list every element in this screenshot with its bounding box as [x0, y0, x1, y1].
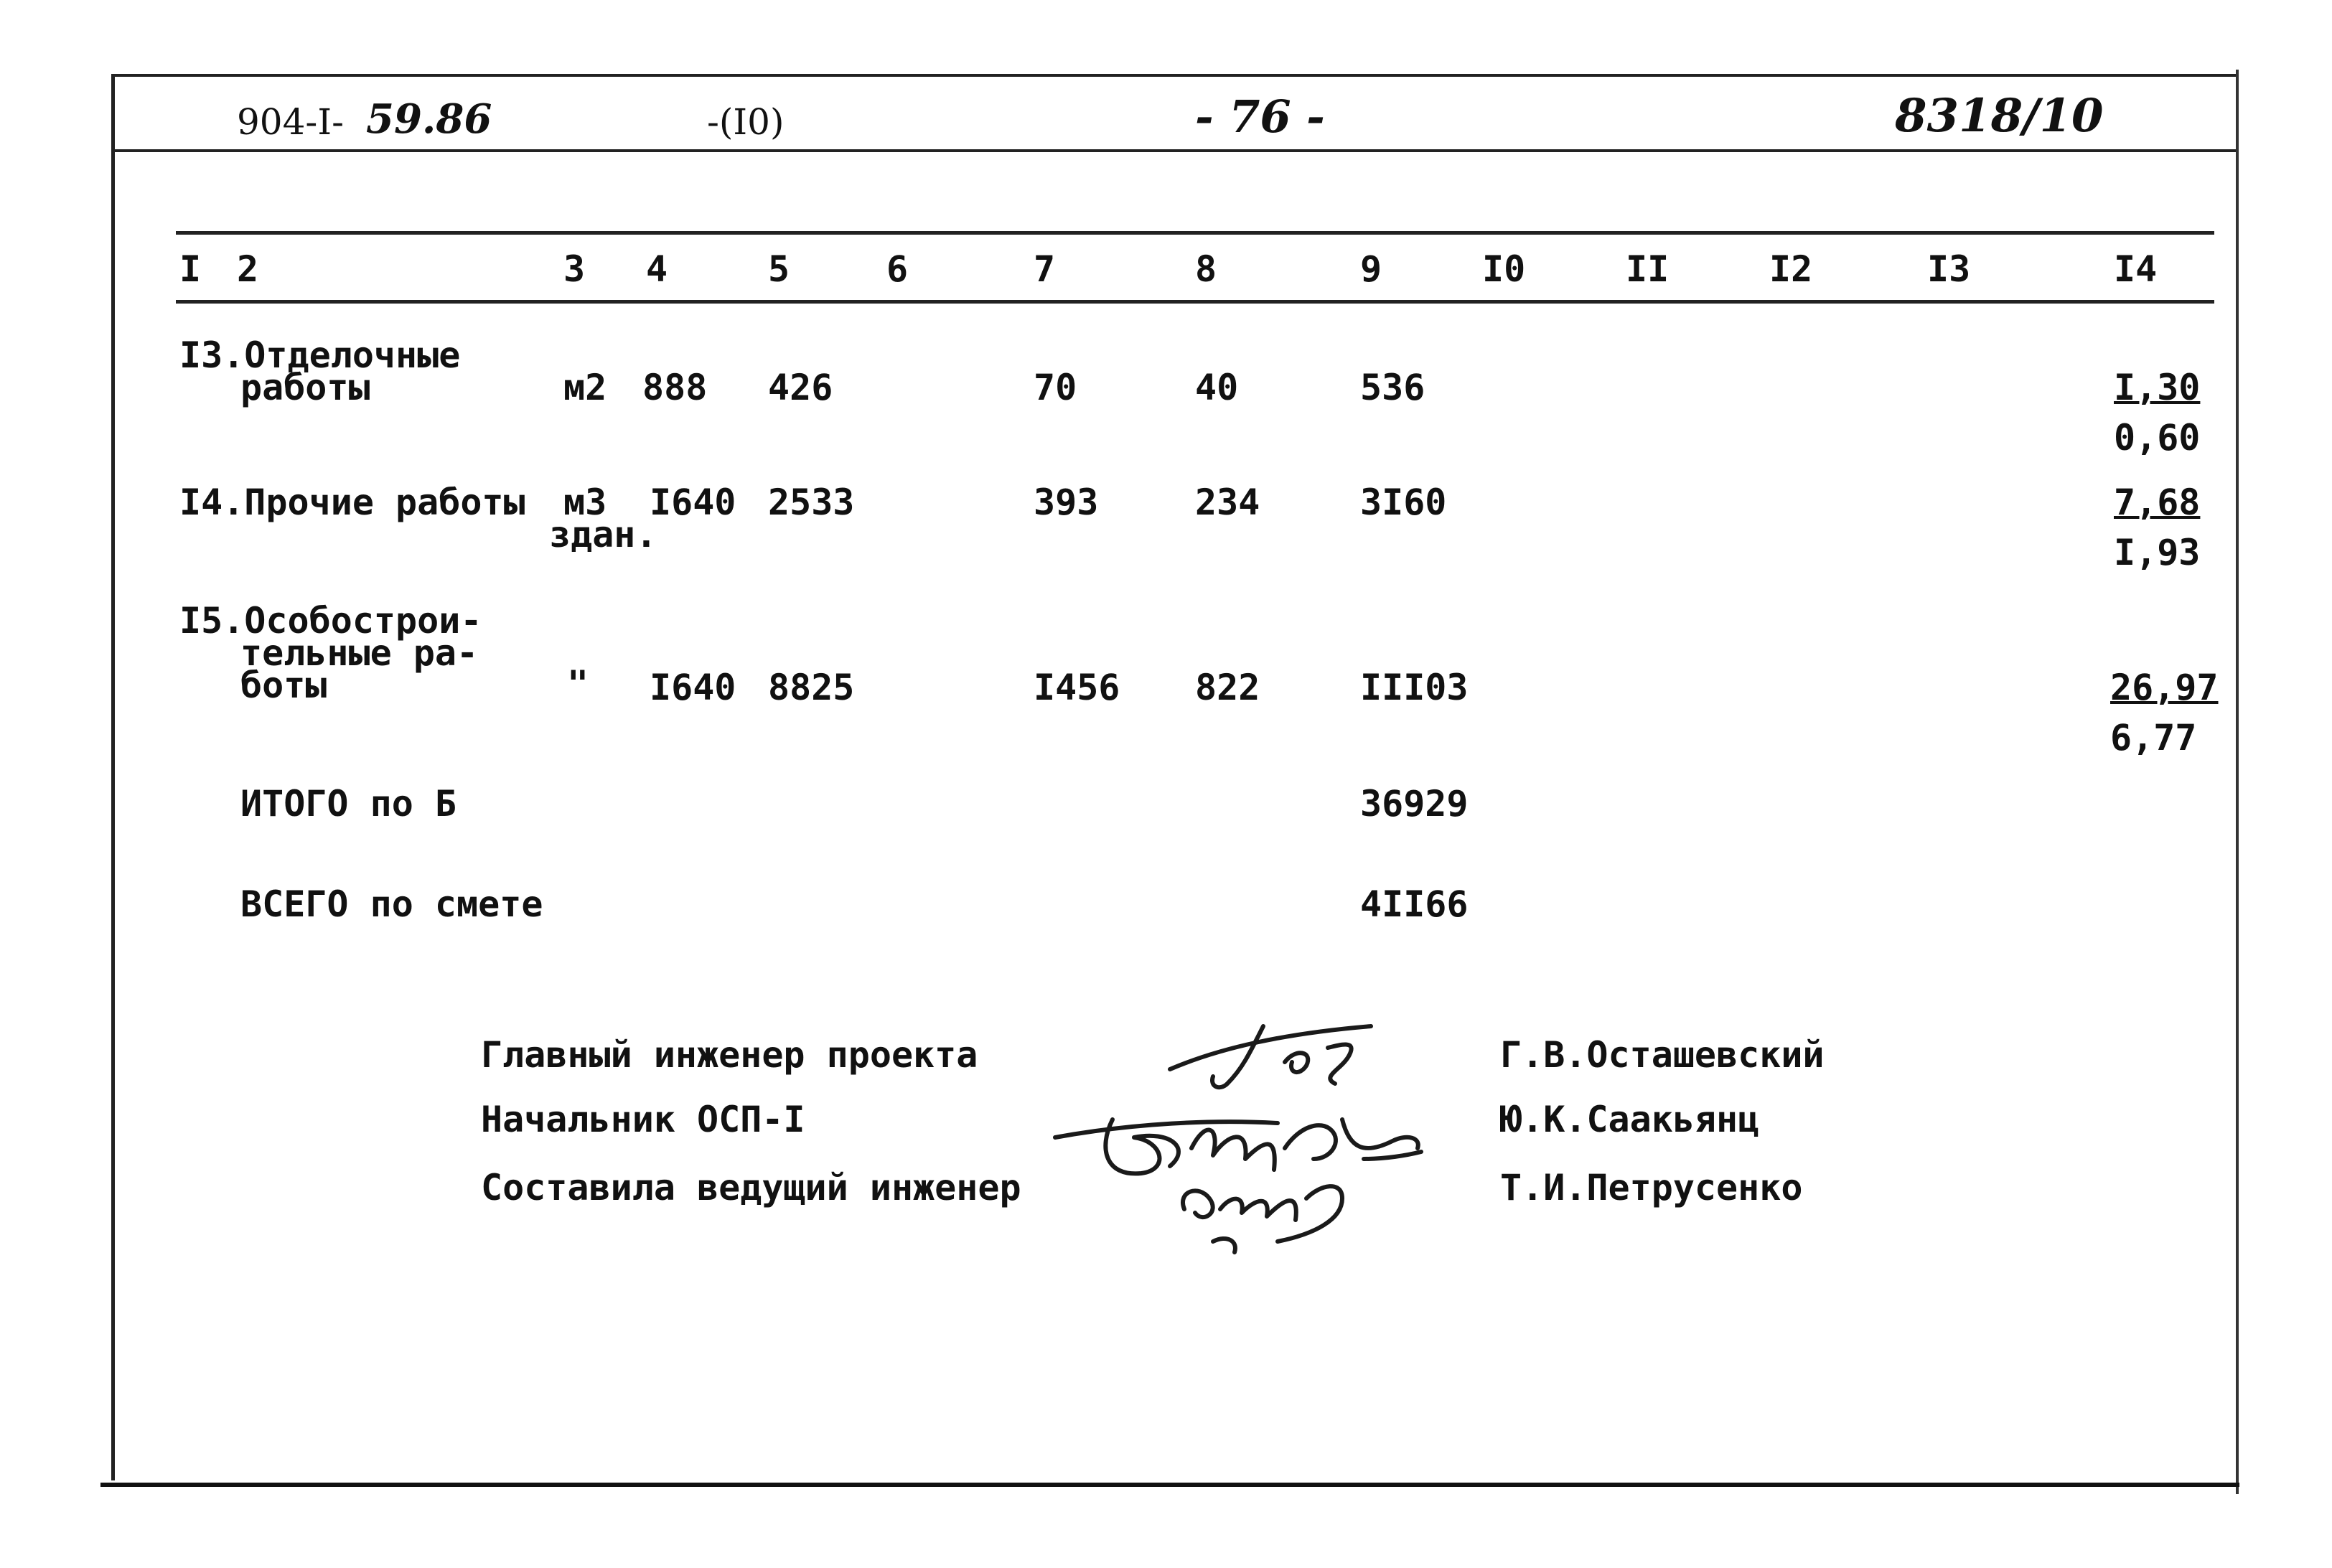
header-divider [111, 149, 2236, 152]
row-unit-line2: здан. [549, 514, 657, 555]
row-cell-5: 426 [768, 367, 833, 408]
row-cell-4: I640 [650, 667, 736, 708]
page-number: - 76 - [1195, 90, 1325, 143]
frame-right-border [2236, 70, 2239, 1494]
column-header: 2 [237, 248, 259, 290]
row-cell-4: I640 [650, 482, 736, 523]
table-top-rule [176, 231, 2214, 235]
column-header: 5 [768, 248, 790, 290]
column-header: 7 [1034, 248, 1056, 290]
row-unit: " [567, 663, 589, 705]
total-label: ИТОГО по Б [240, 783, 457, 825]
column-header: 4 [646, 248, 668, 290]
row-unit: м2 [563, 367, 607, 408]
total-label: ВСЕГО по смете [240, 883, 543, 925]
row-cell-14-top: 7,68 [2114, 482, 2201, 523]
signatory-title: Составила ведущий инженер [481, 1167, 1021, 1208]
signatory-name: Т.И.Петрусенко [1500, 1167, 1803, 1208]
frame-left-border [111, 74, 115, 1480]
row-cell-9: 3I60 [1360, 482, 1447, 523]
row-cell-14-top: I,30 [2114, 367, 2201, 408]
row-cell-8: 822 [1195, 667, 1260, 708]
signatory-name: Г.В.Осташевский [1500, 1034, 1825, 1076]
total-value: 4II66 [1360, 883, 1469, 925]
row-name: I3.Отделочные [179, 334, 461, 376]
column-header: 3 [563, 248, 586, 290]
row-name: тельные ра- [240, 632, 479, 674]
signatory-title: Начальник ОСП-I [481, 1099, 805, 1140]
doc-code-handwritten: 59.86 [366, 95, 492, 143]
row-cell-7: 393 [1034, 482, 1099, 523]
row-cell-14-bottom: I,93 [2114, 532, 2201, 573]
frame-top-border [111, 74, 2236, 77]
row-cell-14-bottom: 0,60 [2114, 417, 2201, 459]
row-cell-5: 2533 [768, 482, 855, 523]
column-header: 9 [1360, 248, 1382, 290]
column-header: 6 [886, 248, 909, 290]
signatory-name: Ю.К.Саакьянц [1500, 1099, 1760, 1140]
row-cell-7: 70 [1034, 367, 1077, 408]
column-header: I0 [1482, 248, 1526, 290]
row-name: боты [240, 665, 327, 706]
doc-code: 904-I- [237, 101, 344, 143]
row-cell-14-top: 26,97 [2110, 667, 2219, 708]
column-header: I3 [1927, 248, 1971, 290]
handwritten-signatures [1048, 1005, 1450, 1270]
column-header: 8 [1195, 248, 1217, 290]
row-cell-7: I456 [1034, 667, 1120, 708]
row-unit: м3 [563, 482, 607, 523]
row-cell-4: 888 [642, 367, 708, 408]
table-header-rule [176, 300, 2214, 304]
section-number: -(I0) [707, 101, 785, 143]
column-header: I4 [2114, 248, 2158, 290]
row-cell-5: 8825 [768, 667, 855, 708]
row-name: I5.Особострои- [179, 600, 482, 642]
column-header: II [1626, 248, 1670, 290]
row-name: работы [240, 367, 370, 408]
row-cell-8: 40 [1195, 367, 1239, 408]
row-cell-8: 234 [1195, 482, 1260, 523]
row-cell-9: 536 [1360, 367, 1425, 408]
row-cell-9: III03 [1360, 667, 1469, 708]
row-cell-14-bottom: 6,77 [2110, 717, 2197, 759]
row-name: I4.Прочие работы [179, 482, 525, 523]
signatory-title: Главный инженер проекта [481, 1034, 978, 1076]
inventory-number: 8318/10 [1895, 89, 2104, 143]
column-header: I2 [1769, 248, 1813, 290]
frame-bottom-border [100, 1483, 2239, 1487]
total-value: 36929 [1360, 783, 1469, 825]
column-header: I [179, 248, 202, 290]
